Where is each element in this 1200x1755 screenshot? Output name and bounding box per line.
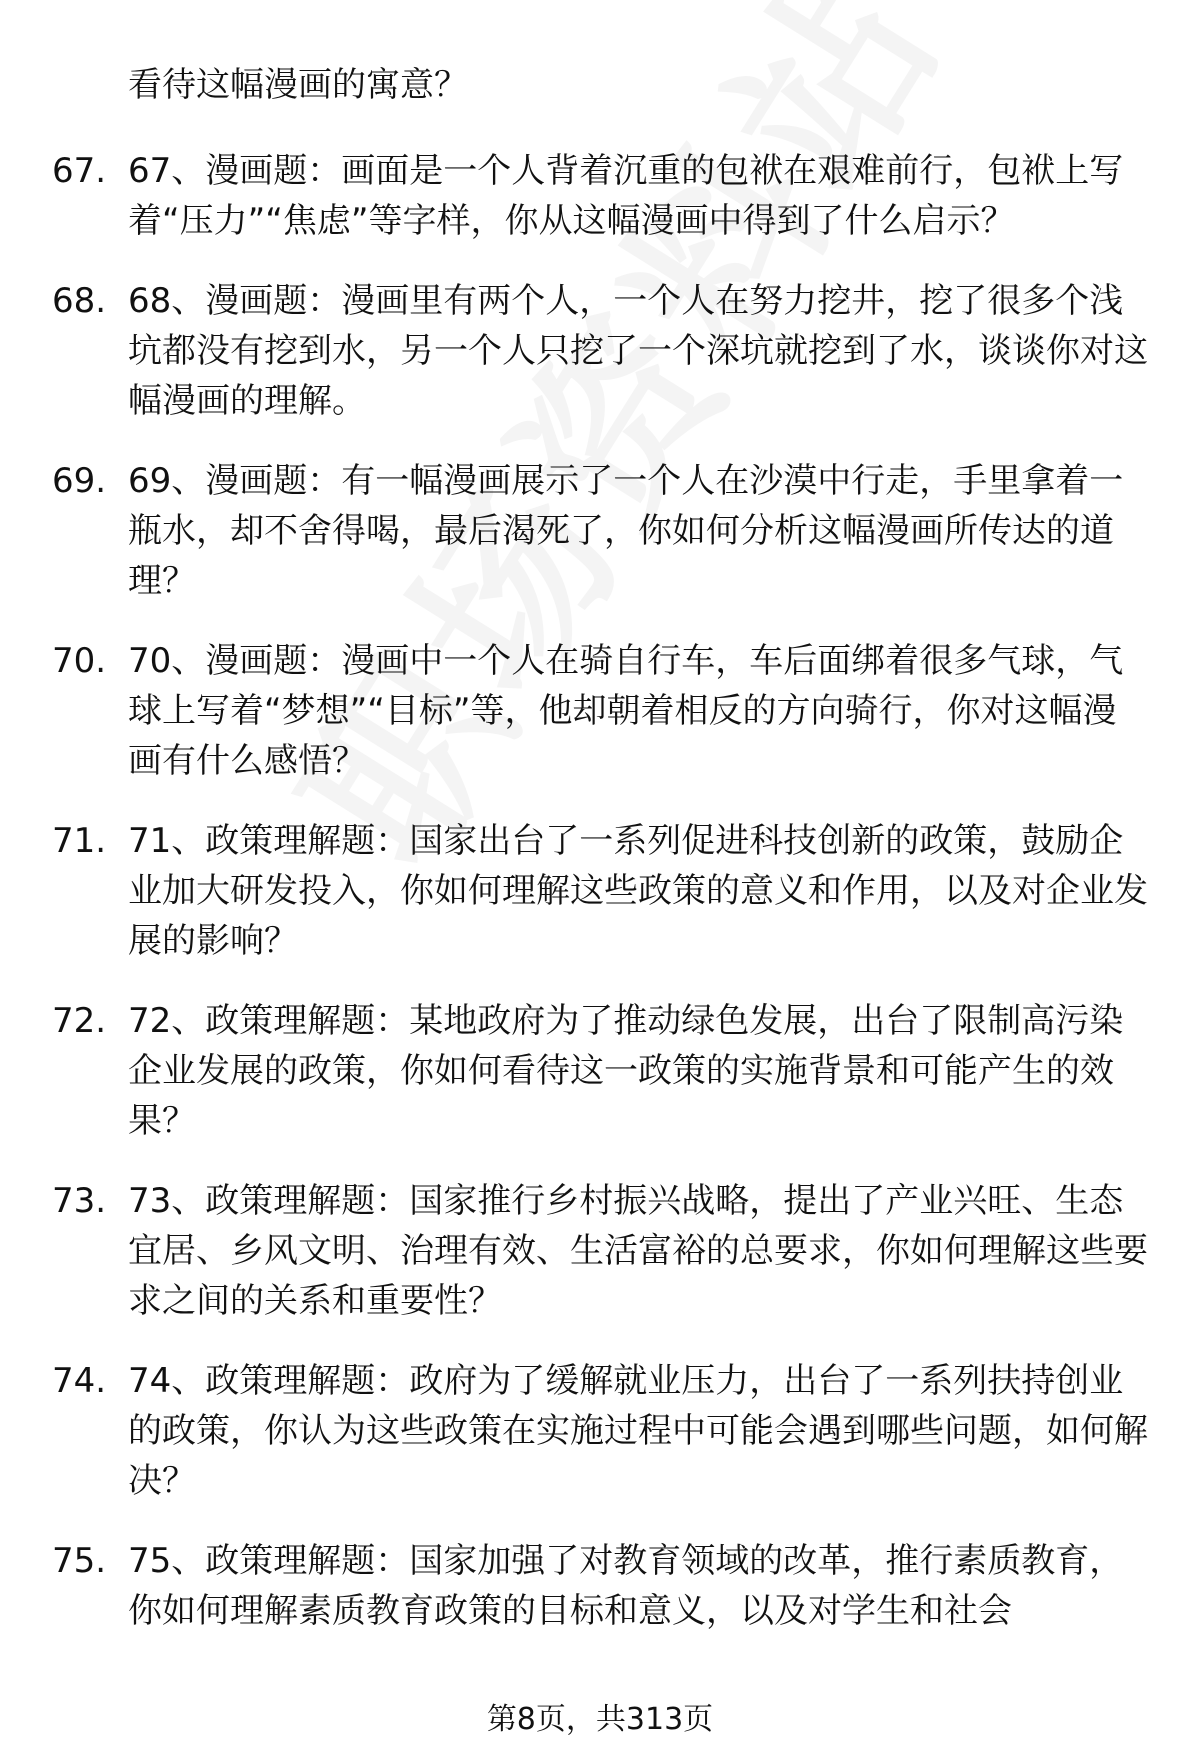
item-number: 75. [52,1541,107,1581]
item-number: 69. [52,461,107,501]
item-number: 73. [52,1181,107,1221]
item-number: 68. [52,281,107,321]
item-number: 71. [52,821,107,861]
question-text: 67、漫画题：画面是一个人背着沉重的包袱在艰难前行，包袱上写着“压力”“焦虑”等字样，你从这幅漫画中得到了什么启示？ [128,151,1124,241]
item-number: 74. [52,1361,107,1401]
list-item [0,816,1200,966]
list-item [0,146,1200,246]
list-item [0,1176,1200,1326]
question-text: 71、政策理解题：国家出台了一系列促进科技创新的政策，鼓励企业加大研发投入，你如何理解这些政策的意义和作用，以及对企业发展的影响？ [128,821,1148,961]
question-list [0,146,1200,1636]
item-number: 70. [52,641,107,681]
list-item [0,636,1200,786]
question-text: 72、政策理解题：某地政府为了推动绿色发展，出台了限制高污染企业发展的政策，你如何看待这一政策的实施背景和可能产生的效果？ [128,1001,1124,1141]
list-item [0,276,1200,426]
question-text: 69、漫画题：有一幅漫画展示了一个人在沙漠中行走，手里拿着一瓶水，却不舍得喝，最后渴死了，你如何分析这幅漫画所传达的道理？ [128,461,1124,601]
item-number: 72. [52,1001,107,1041]
question-text: 73、政策理解题：国家推行乡村振兴战略，提出了产业兴旺、生态宜居、乡风文明、治理有效、生活富裕的总要求，你如何理解这些要求之间的关系和重要性？ [128,1181,1148,1321]
question-text: 74、政策理解题：政府为了缓解就业压力，出台了一系列扶持创业的政策，你认为这些政策在实施过程中可能会遇到哪些问题，如何解决？ [128,1361,1148,1501]
page-footer: 第8页，共313页 [486,1702,714,1737]
page-content [0,60,1200,1666]
item-number: 67. [52,151,107,191]
continuation-text: 看待这幅漫画的寓意？ [128,65,468,105]
question-text: 68、漫画题：漫画里有两个人，一个人在努力挖井，挖了很多个浅坑都没有挖到水，另一个人只挖了一个深坑就挖到了水，谈谈你对这幅漫画的理解。 [128,281,1148,421]
list-item [0,996,1200,1146]
list-item [0,1536,1200,1636]
question-text: 75、政策理解题：国家加强了对教育领域的改革，推行素质教育，你如何理解素质教育政策的目标和意义，以及对学生和社会 [128,1541,1124,1631]
list-item [0,456,1200,606]
question-text: 70、漫画题：漫画中一个人在骑自行车，车后面绑着很多气球，气球上写着“梦想”“目标”等，他却朝着相反的方向骑行，你对这幅漫画有什么感悟？ [128,641,1124,781]
list-item [0,1356,1200,1506]
